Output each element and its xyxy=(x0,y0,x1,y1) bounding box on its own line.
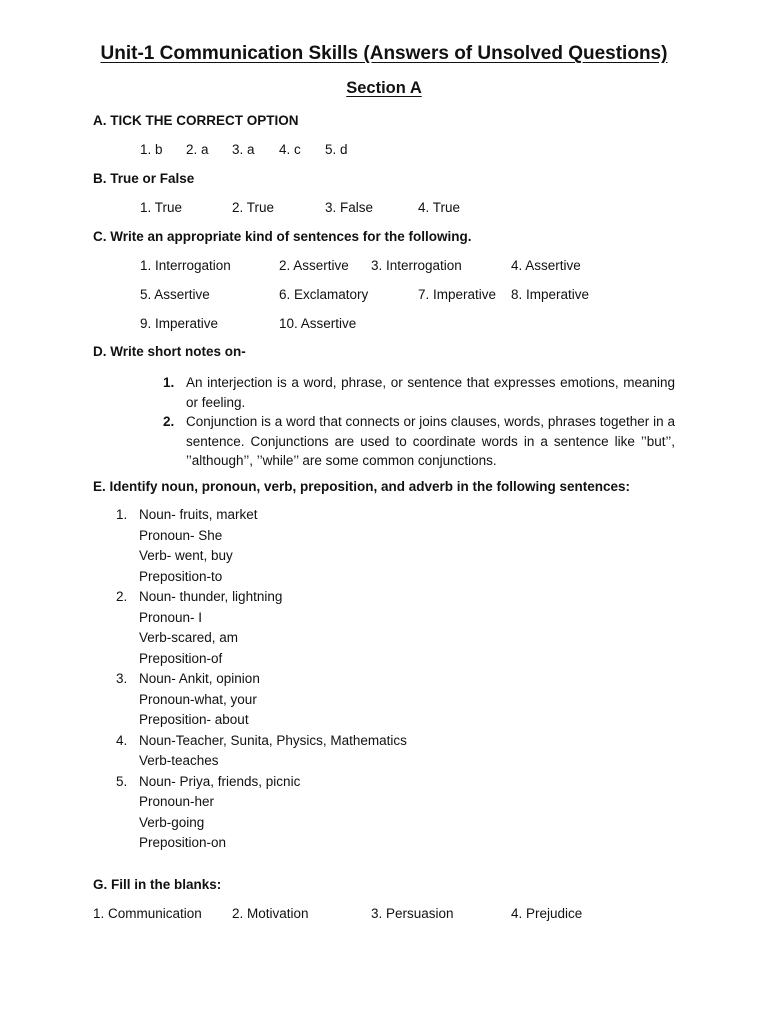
section-c-answer: 4. Assertive xyxy=(511,258,581,273)
short-notes-list xyxy=(163,373,675,471)
note-text: Conjunction is a word that connects or joins clauses, words, phrases together in a sentence. Conjunctions are used to coordinate words in a sentence like ’’but’’, ’’although’’, ’’while’’ are some common conjunctions. xyxy=(186,414,675,468)
item-number: 1. xyxy=(116,507,128,522)
section-c-heading: C. Write an appropriate kind of sentences for the following. xyxy=(93,229,472,244)
item-number: 3. xyxy=(116,671,128,686)
item-number: 5. xyxy=(116,773,128,789)
item-line: Pronoun-what, your xyxy=(139,691,257,707)
section-a-heading: A. TICK THE CORRECT OPTION xyxy=(93,113,299,128)
section-c-answer: 9. Imperative xyxy=(140,316,219,331)
section-c-answer: 5. Assertive xyxy=(140,287,210,302)
section-a-answer: 5. d xyxy=(325,142,348,157)
section-c-answer: 8. Imperative xyxy=(511,287,590,302)
section-g-answer: 1. Communication xyxy=(93,906,202,921)
item-line: Pronoun-her xyxy=(139,794,215,809)
item-line: Verb-teaches xyxy=(139,753,219,768)
list-item xyxy=(116,505,407,587)
section-d-heading: D. Write short notes on- xyxy=(93,344,246,359)
section-title: Section A xyxy=(346,79,422,97)
item-line: Noun- Ankit, opinion xyxy=(139,671,260,686)
section-e-heading: E. Identify noun, pronoun, verb, preposition, and adverb in the following sentences: xyxy=(93,479,631,494)
section-g-answer: 4. Prejudice xyxy=(511,906,583,921)
section-c-answer: 6. Exclamatory xyxy=(279,287,369,302)
list-item xyxy=(116,772,407,854)
item-line: Noun- Priya, friends, picnic xyxy=(139,773,301,789)
section-b-answer: 2. True xyxy=(232,200,275,215)
item-line: Preposition-to xyxy=(139,568,223,584)
item-line: Pronoun- She xyxy=(139,527,223,543)
section-b-answer: 3. False xyxy=(325,200,374,215)
note-text: An interjection is a word, phrase, or sentence that expresses emotions, meaning or feeling. xyxy=(186,375,675,410)
section-b-heading: B. True or False xyxy=(93,171,195,186)
short-note xyxy=(163,373,675,412)
item-line: Preposition-on xyxy=(139,835,227,850)
item-line: Verb-going xyxy=(139,814,205,830)
item-line: Noun- fruits, market xyxy=(139,507,258,522)
list-item xyxy=(116,587,407,669)
document-title: Unit-1 Communication Skills (Answers of Unsolved Questions) xyxy=(100,43,668,64)
item-line: Noun-Teacher, Sunita, Physics, Mathematics xyxy=(139,732,407,748)
section-a-answer: 1. b xyxy=(140,142,163,157)
section-c-answer: 10. Assertive xyxy=(279,316,357,331)
section-a-answer: 3. a xyxy=(232,142,255,157)
item-line: Noun- thunder, lightning xyxy=(139,589,283,604)
section-c-answer: 1. Interrogation xyxy=(140,258,231,273)
item-number: 4. xyxy=(116,732,128,748)
section-c-answer: 2. Assertive xyxy=(279,258,349,273)
section-b-answer: 4. True xyxy=(418,200,461,215)
section-b-answer: 1. True xyxy=(140,200,183,215)
note-number: 2. xyxy=(163,414,175,429)
section-c-answer: 7. Imperative xyxy=(418,287,497,302)
section-a-answer: 2. a xyxy=(186,142,209,157)
item-line: Verb-scared, am xyxy=(139,630,239,645)
note-number: 1. xyxy=(163,375,175,390)
section-g-answer: 2. Motivation xyxy=(232,906,309,921)
item-line: Verb- went, buy xyxy=(139,548,233,563)
section-g-heading: G. Fill in the blanks: xyxy=(93,877,222,892)
item-number: 2. xyxy=(116,589,128,604)
section-a-answer: 4. c xyxy=(279,142,301,157)
item-line: Preposition-of xyxy=(139,650,223,666)
section-c-answer: 3. Interrogation xyxy=(371,258,462,273)
list-item xyxy=(116,669,407,731)
list-item xyxy=(116,731,407,772)
section-g-answer: 3. Persuasion xyxy=(371,906,454,921)
short-note xyxy=(163,412,675,471)
parts-of-speech-list xyxy=(116,505,407,854)
item-line: Pronoun- I xyxy=(139,609,203,625)
item-line: Preposition- about xyxy=(139,712,249,727)
